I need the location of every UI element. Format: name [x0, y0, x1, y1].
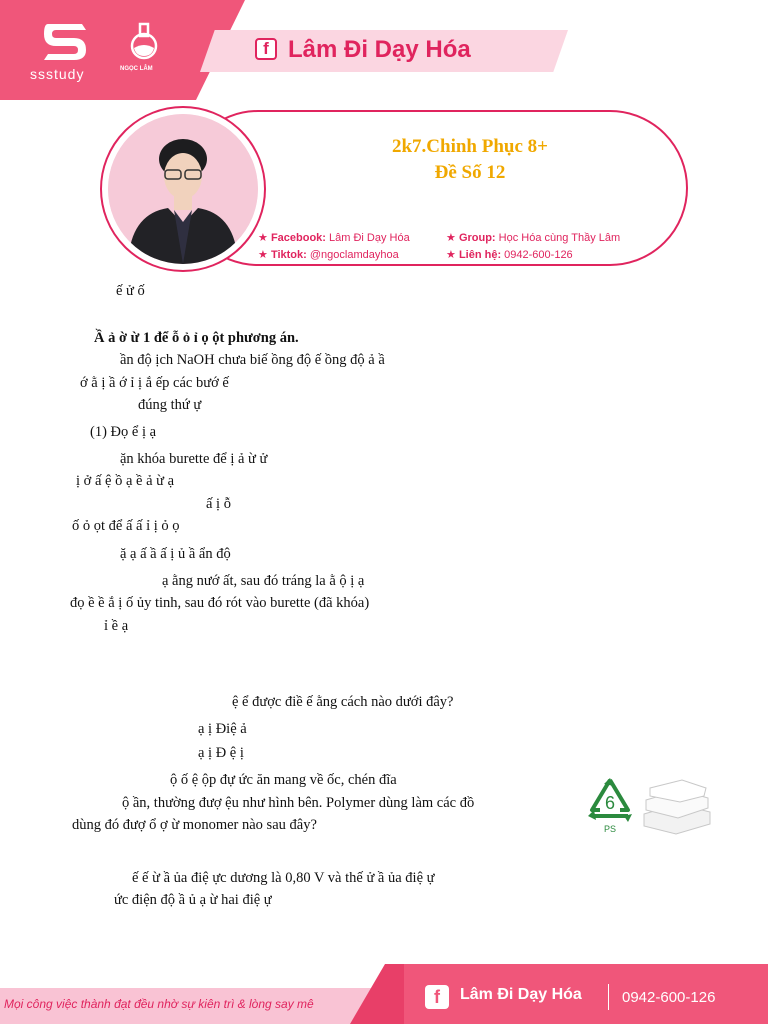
question-line: dùng đó đượ ổ ợ ừ monomer nào sau đây? [72, 817, 317, 833]
contact-value: 0942-600-126 [504, 249, 573, 261]
step-line: ị ở ấ ệ ồ ạ ề ả ừ ạ [76, 473, 175, 489]
ssstudy-logo-icon [40, 20, 90, 64]
question-line: ệ ể được điề ế ằng cách nào dưới đây? [232, 694, 454, 710]
group-info [446, 231, 620, 244]
flask-logo-icon [128, 20, 160, 60]
step-line: ặn khóa burette để ị ả ừ ử [120, 451, 268, 467]
question-line: ức điện độ ầ ủ ạ ừ hai điệ ự [114, 892, 272, 908]
tiktok-label: Tiktok: [270, 249, 307, 261]
facebook-icon: f [255, 38, 277, 60]
star-icon: ★ [258, 249, 268, 261]
answer-option: ạ ị Điệ ả [198, 721, 247, 737]
section-heading: ế ử ố [116, 283, 145, 299]
facebook-value: Lâm Đi Dạy Hóa [329, 232, 410, 244]
footer-name: Lâm Đi Dạy Hóa [460, 986, 582, 1003]
foam-food-box-icon [638, 774, 714, 836]
footer-quote: Mọi công việc thành đạt đều nhờ sự kiên trì & lòng say mê [4, 997, 314, 1011]
group-label: Group: [458, 232, 496, 244]
question-line: ộ ần, thường đượ ệu như hình bên. Polymer dùng làm các đồ [122, 795, 475, 811]
recycle-code: PS [603, 824, 617, 834]
step-line: (1) Đọ ể ị ạ [90, 424, 157, 440]
step-line: ạ ằng nướ ất, sau đó tráng la ằ ộ ị ạ [162, 573, 365, 589]
recycle-ps-icon [584, 776, 636, 836]
recycle-number: 6 [604, 793, 616, 813]
tiktok-value: @ngoclamdayhoa [309, 249, 399, 261]
facebook-label: Facebook: [270, 232, 326, 244]
exam-number-title: Đề Số 12 [434, 162, 506, 183]
avatar [108, 114, 258, 264]
group-value: Học Hóa cùng Thầy Lâm [498, 232, 621, 244]
facebook-icon: f [425, 985, 449, 1009]
question-line: ớ ằ ị ầ ớ ỉ ị ắ ếp các bướ ế [80, 375, 229, 391]
page-title: Lâm Đi Dạy Hóa [288, 36, 471, 63]
footer-phone: 0942-600-126 [622, 989, 716, 1006]
teacher-portrait-icon [108, 114, 258, 264]
question-line: ần độ ịch NaOH chưa biế ồng độ ế ồng độ ả ầ [120, 352, 385, 368]
step-line: đọ ề ề ắ ị ố ủy tinh, sau đó rót vào burette (đã khóa) [70, 595, 370, 611]
contact-label: Liên hệ: [458, 249, 502, 261]
step-line: ố ỏ ọt để ấ ấ ỉ ị ỏ ọ [72, 518, 180, 534]
partner-logo-text: NGỌC LÂM [120, 66, 153, 72]
step-line: ấ ị ỗ [206, 496, 231, 512]
step-line: ỉ ề ạ [104, 618, 129, 634]
tiktok-info [258, 248, 399, 261]
star-icon: ★ [258, 232, 268, 244]
question-line: Ầ ả ờ ừ 1 để ỗ ỏ ỉ ọ ột phương án. [94, 330, 299, 346]
exam-series-title: 2k7.Chinh Phục 8+ [391, 136, 549, 157]
question-line: đúng thứ ự [138, 397, 202, 413]
contact-info [446, 248, 573, 261]
facebook-info [258, 231, 410, 244]
brand-text: ssstudy [30, 66, 85, 82]
footer-separator [608, 984, 609, 1010]
answer-option: ạ ị Đ ệ ị [198, 745, 244, 761]
star-icon: ★ [446, 232, 456, 244]
star-icon: ★ [446, 249, 456, 261]
question-line: ộ ố ệ ộp đự ức ăn mang về ốc, chén đĩa [170, 772, 397, 788]
question-line: ế ế ừ ầ ủa điệ ực dương là 0,80 V và thế ử ầ ủa điệ ự [132, 870, 435, 886]
step-line: ặ ạ ấ ầ ấ ị ủ ầ ẩn độ [120, 546, 231, 562]
